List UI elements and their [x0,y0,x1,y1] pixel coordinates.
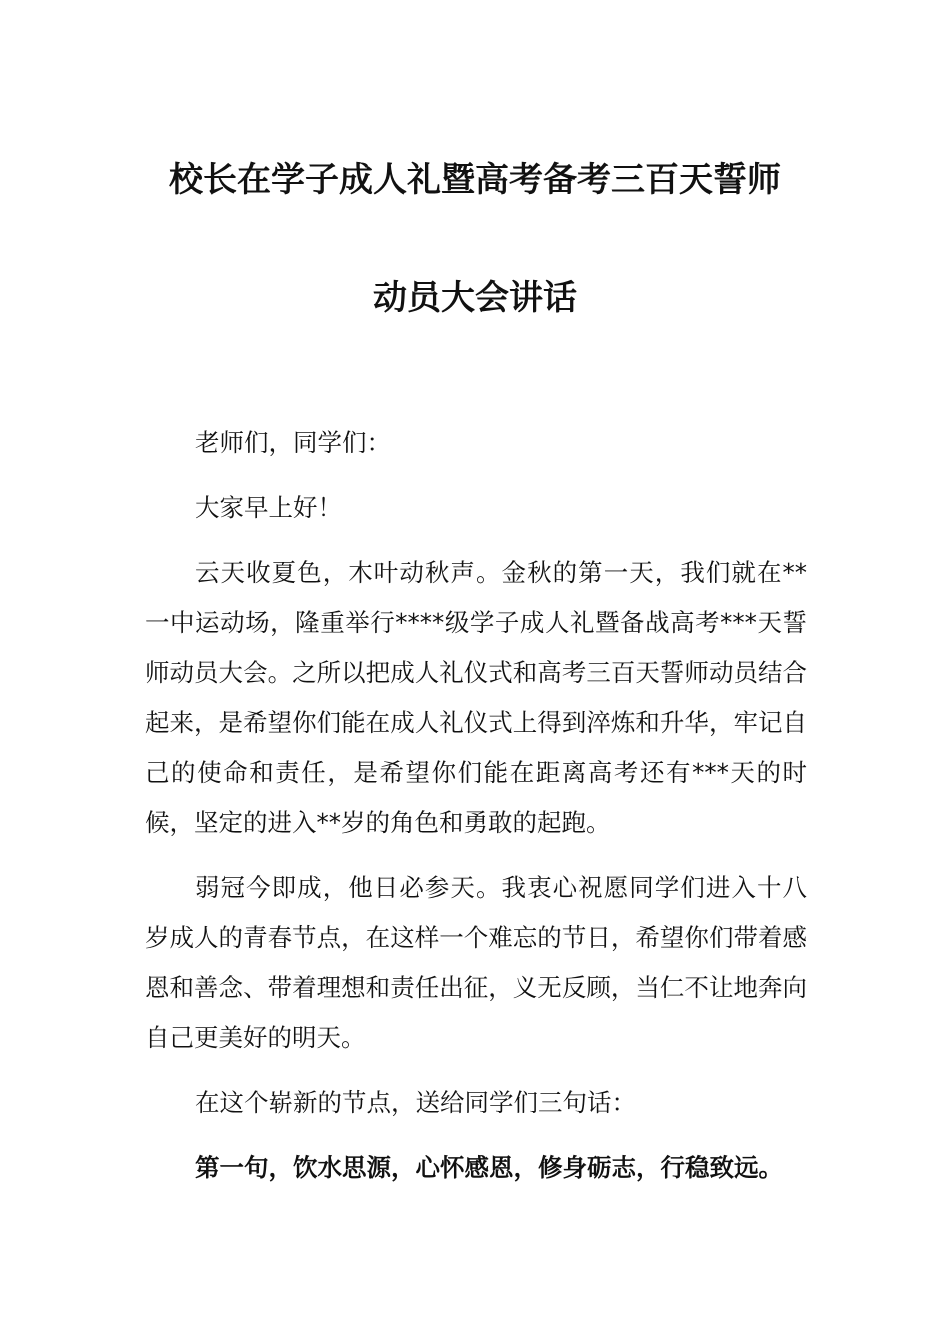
document-title-line-1: 校长在学子成人礼暨高考备考三百天誓师 [169,160,781,200]
body-paragraph: 弱冠今即成，他日必参天。我衷心祝愿同学们进入十八岁成人的青春节点，在这样一个难忘的节日，希望你们带着感恩和善念、带着理想和责任出征，义无反顾，当仁不让地奔向自己更美好的明天。 [145,873,807,1052]
first-saying-heading: 第一句，饮水思源，心怀感恩，修身砺志，行稳致远。 [195,1153,783,1182]
document-body [145,418,807,1208]
body-paragraph: 云天收夏色，木叶动秋声。金秋的第一天，我们就在**一中运动场，隆重举行****级学子成人礼暨备战高考***天誓师动员大会。之所以把成人礼仪式和高考三百天誓师动员结合起来，是希望你们能在成人礼仪式上得到淬炼和升华，牢记自己的使命和责任，是希望你们能在距离高考还有***天的时候，坚定的进入**岁的角色和勇敢的起跑。 [145,558,807,837]
body-paragraph: 在这个崭新的节点，送给同学们三句话： [195,1088,636,1117]
document-title-line-2: 动员大会讲话 [373,278,577,318]
salutation-paragraph: 老师们，同学们： [195,428,391,457]
greeting-paragraph: 大家早上好！ [195,493,342,522]
